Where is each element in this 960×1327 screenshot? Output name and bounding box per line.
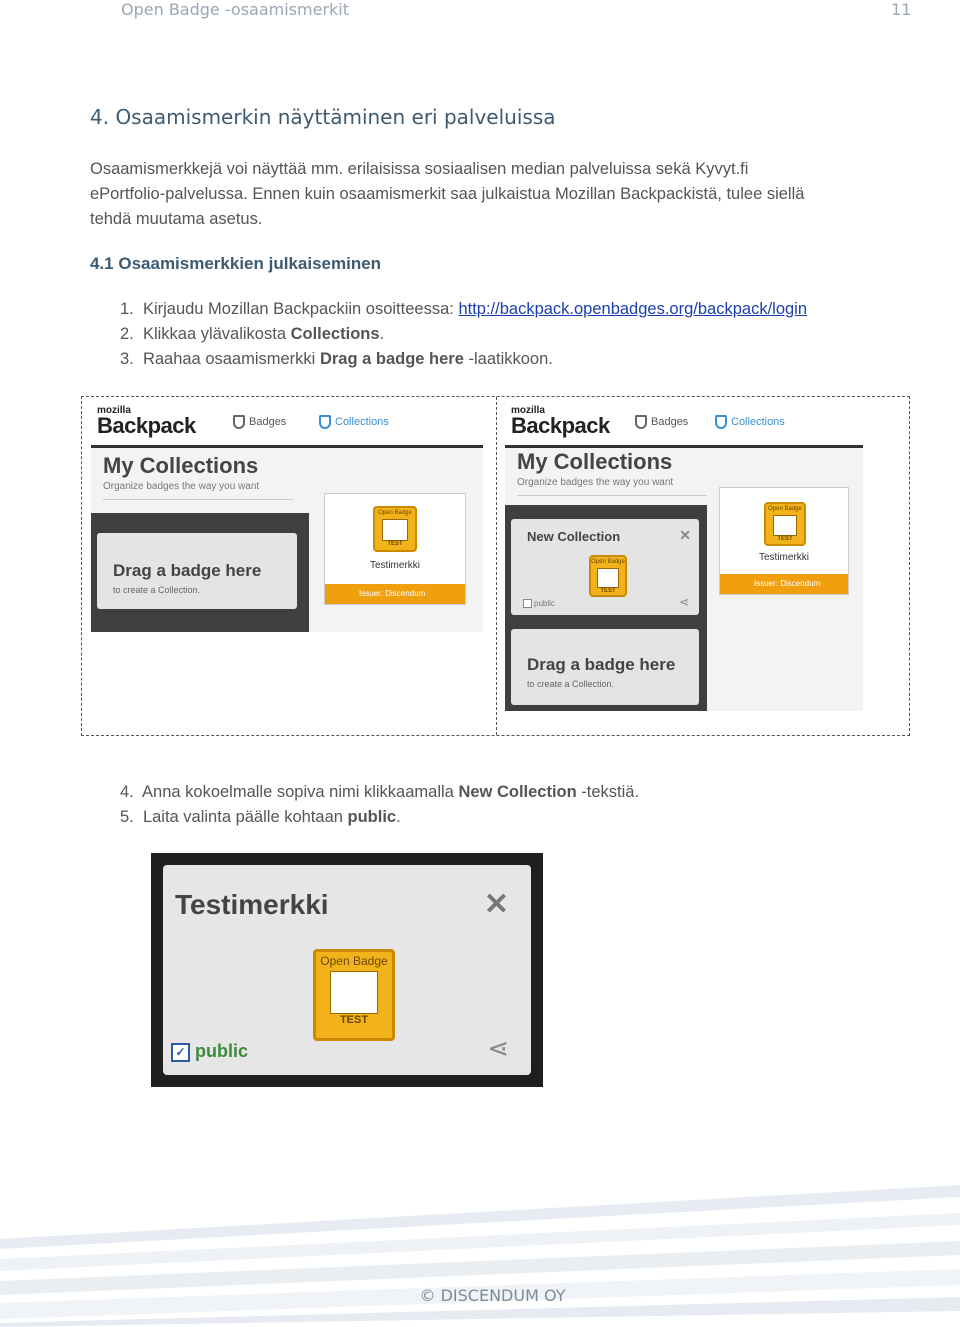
footer-decoration [0, 1185, 960, 1327]
share-icon[interactable]: ⋖ [678, 595, 689, 609]
share-icon[interactable]: ⋖ [487, 1033, 509, 1063]
badge-issuer: Issuer: Discendum [325, 584, 465, 604]
mozilla-logo: mozilla [97, 405, 131, 416]
step-2 [120, 325, 384, 344]
backpack-logo: Backpack [511, 413, 610, 438]
backpack-login-link[interactable]: http://backpack.openbadges.org/backpack/login [458, 300, 808, 318]
new-collection-title[interactable]: New Collection [527, 529, 621, 544]
drag-subtitle: to create a Collection. [527, 679, 615, 689]
close-icon[interactable]: ✕ [483, 888, 509, 921]
new-collection-card[interactable] [511, 519, 699, 615]
nav-collections-label: Collections [731, 415, 785, 428]
step-bold: New Collection [458, 783, 577, 801]
pillar-icon [597, 568, 619, 588]
collection-name[interactable]: Testimerkki [175, 889, 329, 920]
step-number: 5. [120, 808, 134, 826]
backpack-screenshot-left [91, 401, 483, 632]
public-checkbox[interactable] [523, 599, 555, 608]
drag-title: Drag a badge here [113, 561, 262, 580]
step-text: Raahaa osaamismerkki [142, 350, 320, 368]
step-3 [120, 350, 553, 369]
step-text: . [396, 808, 401, 826]
collections-subtitle: Organize badges the way you want [517, 477, 674, 488]
badge-card[interactable] [719, 487, 849, 595]
badge-top-text: Open Badge [378, 510, 412, 516]
backpack-topbar [91, 401, 483, 448]
public-label: public [534, 599, 555, 608]
intro-paragraph [90, 157, 910, 232]
step-text: Laita valinta päälle kohtaan [142, 808, 348, 826]
badge-bottom-text: TEST [339, 1014, 369, 1027]
step-number: 2. [120, 325, 134, 343]
step-1 [120, 300, 807, 319]
pillar-icon [382, 519, 408, 541]
subsection-heading: 4.1 Osaamismerkkien julkaiseminen [90, 254, 382, 273]
collection-card [163, 865, 531, 1075]
badge-card[interactable] [324, 493, 466, 605]
footer-stripes [0, 1185, 960, 1327]
zoomed-collection-screenshot [151, 853, 543, 1087]
badge-bottom-text: TEST [600, 588, 616, 595]
drag-badge-dropzone[interactable] [511, 629, 699, 705]
step-text: Klikkaa ylävalikosta [142, 325, 291, 343]
badge-image [313, 949, 395, 1041]
drag-subtitle: to create a Collection. [113, 585, 201, 595]
badge-bottom-text: TEST [387, 541, 403, 548]
footer-copyright: © DISCENDUM OY [419, 1286, 566, 1305]
step-number: 4. [120, 783, 134, 801]
drag-badge-dropzone[interactable] [97, 533, 297, 609]
frame-divider [496, 397, 497, 735]
intro-line: ePortfolio-palvelussa. Ennen kuin osaamismerkit saa julkaistua Mozillan Backpackistä, tulee siellä [90, 185, 805, 203]
backpack-logo: Backpack [97, 413, 196, 438]
public-checkbox[interactable] [171, 1041, 248, 1062]
nav-badges-label: Badges [651, 415, 689, 428]
step-text: Anna kokoelmalle sopiva nimi klikkaamalla [142, 783, 459, 801]
step-text: -laatikkoon. [463, 350, 553, 368]
nav-badges[interactable] [233, 415, 286, 429]
checkbox-icon [523, 599, 532, 608]
step-text: Kirjaudu Mozillan Backpackiin osoitteessa: [142, 300, 459, 318]
nav-collections[interactable] [319, 415, 389, 429]
step-number: 1. [120, 300, 134, 318]
mozilla-logo: mozilla [511, 405, 545, 416]
checkbox-checked-icon: ✓ [171, 1043, 190, 1062]
step-bold: Drag a badge here [319, 350, 464, 368]
badge-image [589, 555, 627, 597]
backpack-topbar [505, 401, 863, 448]
screenshot-frame [81, 396, 910, 736]
shield-icon [715, 415, 727, 429]
badge-name: Testimerkki [369, 560, 420, 571]
badge-top-text: Open Badge [320, 954, 388, 968]
step-bold: public [347, 808, 397, 826]
step-5 [120, 808, 401, 827]
intro-line: tehdä muutama asetus. [90, 210, 263, 228]
pillar-icon [773, 515, 798, 536]
nav-badges-label: Badges [249, 415, 287, 428]
badge-image [764, 502, 806, 546]
collections-panel [91, 513, 309, 632]
pillar-icon [330, 971, 378, 1014]
intro-line: Osaamismerkkejä voi näyttää mm. erilaisissa sosiaalisen median palveluissa sekä Kyvyt.fi [90, 160, 749, 178]
nav-badges[interactable] [635, 415, 688, 429]
nav-collections[interactable] [715, 415, 785, 429]
step-text: . [379, 325, 385, 343]
section-heading: 4. Osaamismerkin näyttäminen eri palveluissa [90, 105, 556, 129]
close-icon[interactable]: ✕ [679, 527, 691, 543]
step-number: 3. [120, 350, 134, 368]
divider [103, 499, 293, 500]
divider [517, 495, 707, 496]
nav-collections-label: Collections [335, 415, 389, 428]
page-number: 11 [891, 0, 912, 19]
step-text: -tekstiä. [576, 783, 640, 801]
shield-icon [233, 415, 245, 429]
collections-panel [505, 505, 707, 711]
collections-title: My Collections [103, 453, 259, 478]
collections-subtitle: Organize badges the way you want [103, 481, 260, 492]
badge-bottom-text: TEST [777, 536, 793, 543]
badge-image [373, 506, 417, 552]
badge-top-text: Open Badge [591, 559, 625, 565]
badge-name: Testimerkki [758, 552, 809, 563]
badge-issuer: Issuer: Discendum [720, 574, 848, 594]
running-header-title: Open Badge -osaamismerkit [121, 0, 350, 19]
public-label: public [195, 1041, 249, 1061]
backpack-screenshot-right [505, 401, 863, 711]
step-bold: Collections [290, 325, 380, 343]
step-4 [120, 783, 639, 802]
drag-title: Drag a badge here [527, 655, 676, 674]
shield-icon [635, 415, 647, 429]
shield-icon [319, 415, 331, 429]
badge-top-text: Open Badge [768, 506, 802, 512]
collections-title: My Collections [517, 449, 673, 474]
